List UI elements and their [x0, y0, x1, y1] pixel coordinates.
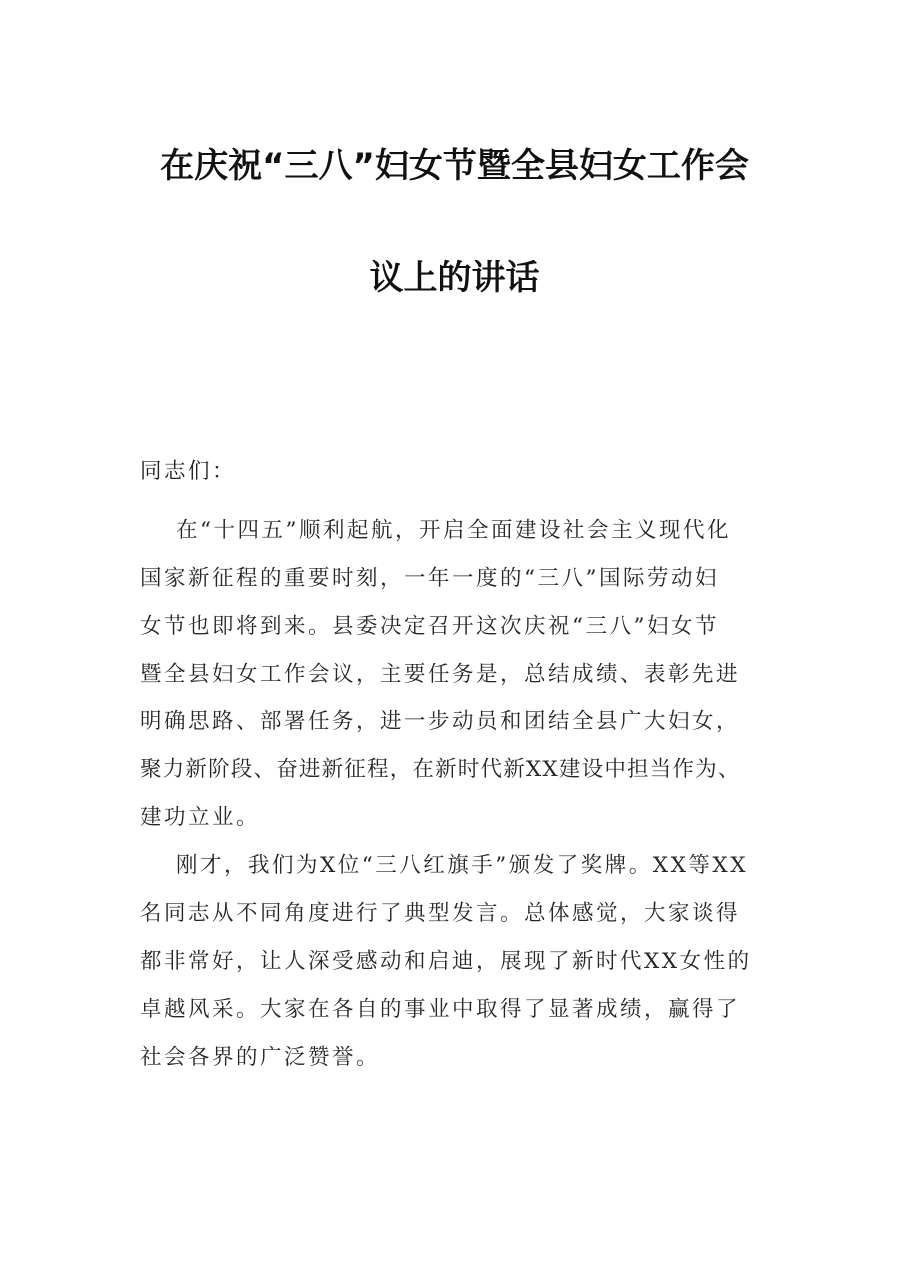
- paragraph-2-line-1: 刚才，我们为X位“三八红旗手”颁发了奖牌。XX等XX: [176, 853, 749, 878]
- paragraph-1-line-2: 国家新征程的重要时刻，一年一度的“三八”国际劳动妇: [140, 566, 719, 591]
- document-title-line-2: 议上的讲话: [369, 258, 540, 298]
- paragraph-2-line-2: 名同志从不同角度进行了典型发言。总体感觉，大家谈得: [140, 901, 741, 926]
- paragraph-1-line-1: 在“十四五”顺利起航，开启全面建设社会主义现代化: [176, 518, 731, 543]
- paragraph-2-line-4: 卓越风采。大家在各自的事业中取得了显著成绩，赢得了: [140, 997, 741, 1022]
- paragraph-1-line-7: 建功立业。: [140, 805, 261, 830]
- paragraph-1-line-6: 聚力新阶段、奋进新征程，在新时代新XX建设中担当作为、: [140, 757, 741, 782]
- paragraph-1-line-4: 暨全县妇女工作会议，主要任务是，总结成绩、表彰先进: [140, 662, 741, 687]
- salutation: 同志们：: [140, 459, 237, 484]
- paragraph-1-line-3: 女节也即将到来。县委决定召开这次庆祝“三八”妇女节: [140, 614, 719, 639]
- paragraph-2-line-3: 都非常好，让人深受感动和启迪，展现了新时代XX女性的: [140, 949, 752, 974]
- paragraph-2-line-5: 社会各界的广泛赞誉。: [140, 1045, 381, 1070]
- paragraph-1-line-5: 明确思路、部署任务，进一步动员和团结全县广大妇女，: [140, 709, 741, 734]
- document-title-line-1: 在庆祝“三八”妇女节暨全县妇女工作会: [160, 146, 749, 186]
